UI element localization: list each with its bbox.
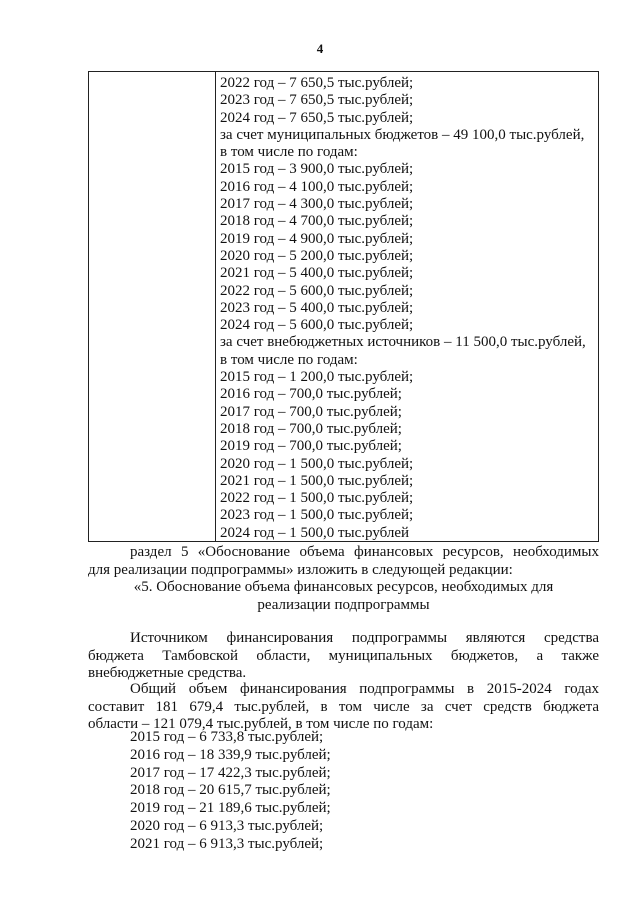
table-line: 2018 год – 700,0 тыс.рублей; xyxy=(220,420,402,437)
years-list xyxy=(130,729,331,854)
table-line: в том числе по годам: xyxy=(220,351,358,368)
table-line: за счет внебюджетных источников – 11 500,0 тыс.рублей, xyxy=(220,334,586,351)
paragraph-line: бюджета Тамбовской области, муниципальных бюджетов, а также xyxy=(88,647,599,664)
table-line: 2019 год – 4 900,0 тыс.рублей; xyxy=(220,230,414,247)
table-line: 2019 год – 700,0 тыс.рублей; xyxy=(220,438,402,455)
table-line: 2023 год – 7 650,5 тыс.рублей; xyxy=(220,92,414,109)
section-intro xyxy=(88,544,599,579)
table-right-cell xyxy=(220,75,594,542)
table-line: 2018 год – 4 700,0 тыс.рублей; xyxy=(220,213,414,230)
page-number: 4 xyxy=(316,41,324,56)
list-item: 2017 год – 17 422,3 тыс.рублей; xyxy=(130,764,331,781)
table-line: 2020 год – 1 500,0 тыс.рублей; xyxy=(220,455,414,472)
table-line: 2023 год – 5 400,0 тыс.рублей; xyxy=(220,299,414,316)
paragraph-line: области – 121 079,4 тыс.рублей, в том числе по годам: xyxy=(88,716,434,732)
table-line: за счет муниципальных бюджетов – 49 100,0 тыс.рублей, xyxy=(220,126,585,143)
paragraph-total xyxy=(88,681,599,734)
section-intro-line: для реализации подпрограммы» изложить в следующей редакции: xyxy=(88,561,513,578)
list-item: 2016 год – 18 339,9 тыс.рублей; xyxy=(130,746,331,763)
section-intro-line: раздел 5 «Обоснование объема финансовых ресурсов, необходимых xyxy=(130,544,599,560)
table-line: в том числе по годам: xyxy=(220,144,358,161)
table-line: 2022 год – 1 500,0 тыс.рублей; xyxy=(220,490,414,507)
list-item: 2021 год – 6 913,3 тыс.рублей; xyxy=(130,835,324,852)
table-line: 2020 год – 5 200,0 тыс.рублей; xyxy=(220,247,414,264)
table-line: 2017 год – 700,0 тыс.рублей; xyxy=(220,403,402,420)
table-line: 2015 год – 3 900,0 тыс.рублей; xyxy=(220,161,414,178)
table-line: 2022 год – 5 600,0 тыс.рублей; xyxy=(220,282,414,299)
list-item: 2018 год – 20 615,7 тыс.рублей; xyxy=(130,782,331,799)
list-item: 2015 год – 6 733,8 тыс.рублей; xyxy=(130,729,324,745)
funding-table xyxy=(88,71,599,542)
table-line: 2022 год – 7 650,5 тыс.рублей; xyxy=(220,75,414,91)
table-line: 2021 год – 5 400,0 тыс.рублей; xyxy=(220,265,414,282)
table-line: 2016 год – 700,0 тыс.рублей; xyxy=(220,386,402,403)
section-heading-line: реализации подпрограммы xyxy=(257,597,430,613)
table-line: 2023 год – 1 500,0 тыс.рублей; xyxy=(220,507,414,524)
paragraph-line: Источником финансирования подпрограммы являются средства xyxy=(130,630,599,646)
table-line: 2015 год – 1 200,0 тыс.рублей; xyxy=(220,369,414,386)
table-line: 2024 год – 7 650,5 тыс.рублей; xyxy=(220,109,414,126)
table-line: 2017 год – 4 300,0 тыс.рублей; xyxy=(220,196,414,213)
table-line: 2021 год – 1 500,0 тыс.рублей; xyxy=(220,472,414,489)
table-line: 2016 год – 4 100,0 тыс.рублей; xyxy=(220,178,414,195)
list-item: 2020 год – 6 913,3 тыс.рублей; xyxy=(130,817,324,834)
list-item: 2019 год – 21 189,6 тыс.рублей; xyxy=(130,800,331,817)
table-line: 2024 год – 5 600,0 тыс.рублей; xyxy=(220,317,414,334)
section-heading-line: «5. Обоснование объема финансовых ресурсов, необходимых для xyxy=(133,579,554,595)
table-line: 2024 год – 1 500,0 тыс.рублей xyxy=(220,524,410,541)
paragraph-line: внебюджетные средства. xyxy=(88,665,247,681)
paragraph-line: Общий объем финансирования подпрограммы в 2015-2024 годах xyxy=(130,681,599,697)
paragraph-sources xyxy=(88,630,599,683)
paragraph-line: составит 181 679,4 тыс.рублей, в том числе за счет средств бюджета xyxy=(88,698,599,715)
table-column-divider xyxy=(215,72,216,541)
section-heading xyxy=(88,578,599,614)
